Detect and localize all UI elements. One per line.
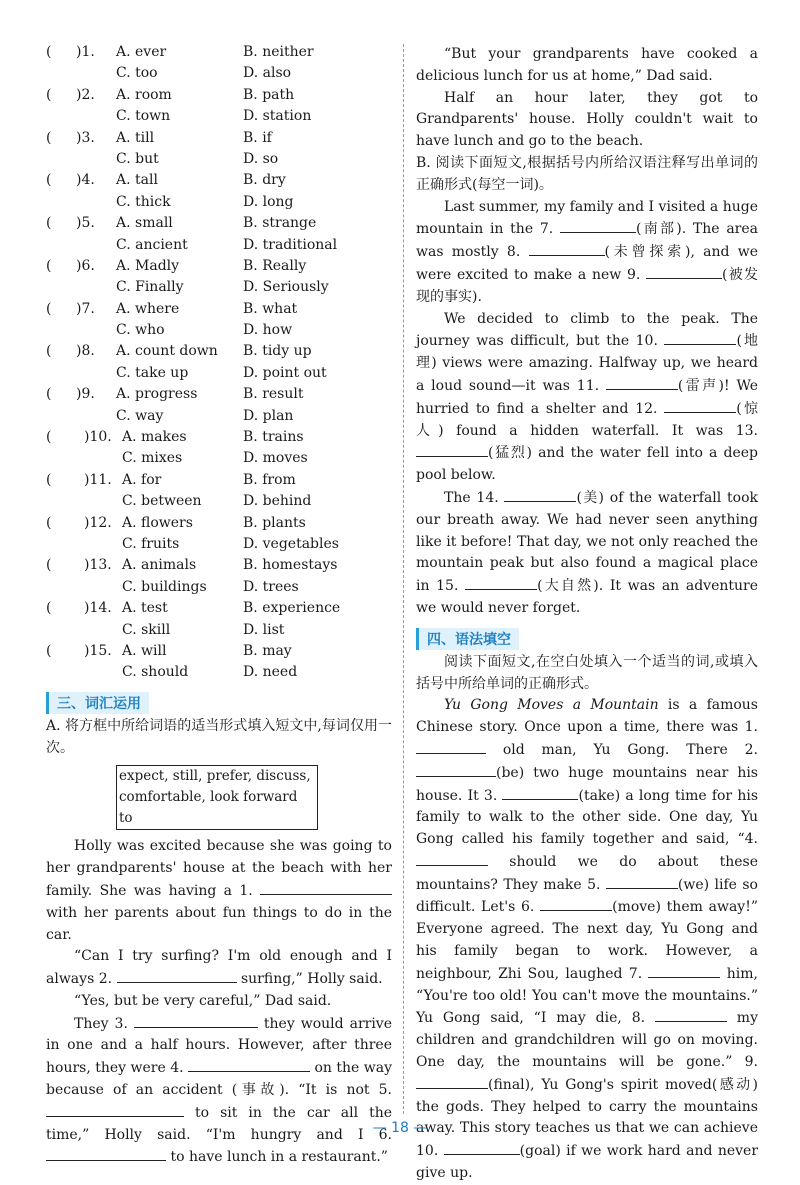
mcq-row — [46, 170, 392, 191]
instruction-grammar: 阅读下面短文,在空白处填入一个适当的词,或填入括号中所给单词的正确形式。 — [416, 653, 758, 692]
option-c: C. ancient — [116, 236, 188, 253]
grammar-blank-7[interactable] — [648, 963, 720, 978]
mcq-row — [46, 641, 392, 662]
option-c: C. skill — [122, 621, 171, 638]
blank-5[interactable] — [46, 1102, 184, 1117]
mcq-row — [46, 235, 392, 256]
passage-a-paragraph: Holly was excited because she was going to her grandparents' house at the beach with her family. She was having a 1. with her parents about fun things to do in the car. — [46, 838, 392, 943]
question-number: )15. — [84, 642, 112, 659]
option-d: D. vegetables — [243, 535, 339, 552]
mcq-row — [46, 534, 392, 555]
option-c: C. but — [116, 150, 159, 167]
mcq-row — [46, 577, 392, 598]
option-a: A. small — [116, 215, 173, 232]
passage-a-paragraph: “Can I try surfing? I'm old enough and I always 2. surfing,” Holly said. — [46, 948, 392, 988]
grammar-blank-5[interactable] — [606, 874, 678, 889]
blank-13[interactable] — [416, 442, 488, 457]
option-a: A. tall — [116, 172, 158, 189]
question-number: )7. — [76, 300, 95, 317]
instruction-b: B. 阅读下面短文,根据括号内所给汉语注释写出单词的正确形式(每空一词)。 — [416, 154, 758, 193]
mcq-row — [46, 128, 392, 149]
option-a: A. makes — [122, 429, 187, 446]
mcq-row — [46, 598, 392, 619]
section-3-title: 三、词汇运用 — [46, 692, 149, 714]
answer-paren[interactable]: ( — [46, 343, 52, 360]
mcq-row — [46, 662, 392, 683]
option-d: D. also — [243, 65, 292, 82]
mcq-row — [46, 192, 392, 213]
option-a: A. till — [116, 129, 155, 146]
word-box-line-1: expect, still, prefer, discuss, — [119, 768, 311, 785]
instruction-a: A. 将方框中所给词语的适当形式填入短文中,每词仅用一次。 — [46, 717, 392, 756]
answer-paren[interactable]: ( — [46, 514, 52, 531]
option-d: D. point out — [243, 364, 327, 381]
option-c: C. Finally — [116, 279, 184, 296]
blank-4[interactable] — [188, 1057, 310, 1072]
section-4-title: 四、语法填空 — [416, 628, 519, 650]
option-b: B. what — [243, 300, 298, 317]
question-number: )2. — [76, 86, 95, 103]
option-d: D. behind — [243, 493, 312, 510]
mcq-row — [46, 406, 392, 427]
blank-12[interactable] — [664, 398, 736, 413]
mcq-row — [46, 213, 392, 234]
option-c: C. way — [116, 407, 164, 424]
option-a: A. will — [122, 642, 167, 659]
right-column — [416, 44, 758, 1185]
mcq-row — [46, 149, 392, 170]
grammar-blank-1[interactable] — [416, 739, 486, 754]
question-number: )11. — [84, 471, 112, 488]
question-number: )8. — [76, 343, 95, 360]
answer-paren[interactable]: ( — [46, 215, 52, 232]
question-number: )6. — [76, 257, 95, 274]
grammar-blank-3[interactable] — [502, 785, 578, 800]
grammar-blank-9[interactable] — [416, 1074, 488, 1089]
left-column — [46, 42, 392, 1169]
mcq-row — [46, 491, 392, 512]
question-number: )13. — [84, 557, 112, 574]
option-d: D. long — [243, 193, 294, 210]
option-a: A. where — [116, 300, 180, 317]
option-d: D. so — [243, 150, 279, 167]
option-b: B. plants — [243, 514, 306, 531]
answer-paren[interactable]: ( — [46, 471, 52, 488]
blank-8[interactable] — [529, 241, 605, 256]
option-b: B. path — [243, 86, 295, 103]
question-number: )12. — [84, 514, 112, 531]
passage-a-paragraph: They 3. they would arrive in one and a half hours. However, after three hours, they were 4. on the way because of an accident (事故). “It is not 5. to sit in the car all the time,” Holly said. “I'm hungry and I 6. to have lunch in a restaurant.” — [46, 1013, 392, 1170]
mcq-row — [46, 299, 392, 320]
blank-9[interactable] — [646, 264, 722, 279]
option-d: D. need — [243, 664, 298, 681]
option-a: A. animals — [122, 557, 197, 574]
answer-paren[interactable]: ( — [46, 44, 52, 60]
option-c: C. mixes — [122, 450, 183, 467]
option-b: B. neither — [243, 44, 314, 60]
option-d: D. plan — [243, 407, 294, 424]
question-number: )4. — [76, 172, 95, 189]
mcq-row — [46, 363, 392, 384]
mcq-row — [46, 470, 392, 491]
option-c: C. who — [116, 322, 165, 339]
mcq-row — [46, 63, 392, 84]
question-number: )5. — [76, 215, 95, 232]
option-d: D. traditional — [243, 236, 338, 253]
passage-a-paragraph: “But your grandparents have cooked a delicious lunch for us at home,” Dad said. — [416, 46, 758, 84]
grammar-blank-8[interactable] — [655, 1007, 727, 1022]
option-b: B. homestays — [243, 557, 338, 574]
option-d: D. station — [243, 108, 312, 125]
mcq-row — [46, 341, 392, 362]
blank-7[interactable] — [560, 218, 636, 233]
option-b: B. Really — [243, 257, 307, 274]
mcq-row — [46, 320, 392, 341]
option-c: C. take up — [116, 364, 189, 381]
mcq-row — [46, 256, 392, 277]
option-b: B. experience — [243, 600, 341, 617]
mcq-row — [46, 42, 392, 63]
answer-paren[interactable]: ( — [46, 172, 52, 189]
passage-c-paragraph: Yu Gong Moves a Mountain is a famous Chinese story. Once upon a time, there was 1. old man, Yu Gong. There 2. (be) two huge mountains near his house. It 3. (take) a long time for his family to walk to the other side. One day, Yu Gong called his family together and said, “4. should we do about these mountains? They make 5. (we) life so difficult. Let's 6. (move) them away!” Everyone agreed. The next day, Yu Gong and his family began to work. However, a neighbour, Zhi Sou, laughed 7. him, “You're too old! You can't move the mountains.” Yu Gong said, “I may die, 8. my children and grandchildren will go on moving. One day, the mountains will be gone.” 9. (final), Yu Gong's spirit moved(感动) the gods. They helped to carry the mountains away. This story teaches us that we can achieve 10. (goal) if we work hard and never give up. — [416, 697, 759, 1182]
blank-6[interactable] — [46, 1146, 166, 1161]
answer-paren[interactable]: ( — [46, 386, 52, 403]
passage-b-paragraph: Last summer, my family and I visited a huge mountain in the 7. (南部). The area was mostly 8. (未曾探索), and we were excited to make a new 9. (被发现的事实). — [416, 198, 758, 305]
option-c: C. should — [122, 664, 189, 681]
option-d: D. moves — [243, 450, 308, 467]
question-number: )3. — [76, 129, 95, 146]
option-a: A. progress — [116, 386, 198, 403]
grammar-blank-10[interactable] — [444, 1140, 520, 1155]
answer-paren[interactable]: ( — [46, 86, 52, 103]
passage-b-paragraph: The 14. (美) of the waterfall took our breath away. We had never seen anything like it before! That day, we not only reached the mountain peak but also found a magical place in 15. (大自然). It was an adventure we would never forget. — [416, 487, 758, 620]
option-a: A. count down — [116, 343, 218, 360]
option-a: A. for — [122, 471, 162, 488]
option-b: B. result — [243, 386, 304, 403]
answer-paren[interactable]: ( — [46, 257, 52, 274]
mcq-row — [46, 384, 392, 405]
mcq-row — [46, 85, 392, 106]
grammar-blank-6[interactable] — [540, 896, 612, 911]
option-d: D. Seriously — [243, 279, 329, 296]
mcq-row — [46, 427, 392, 448]
option-b: B. may — [243, 642, 292, 659]
option-c: C. thick — [116, 193, 171, 210]
word-box — [116, 765, 318, 830]
answer-paren[interactable]: ( — [46, 129, 52, 146]
option-b: B. trains — [243, 429, 304, 446]
grammar-blank-2[interactable] — [416, 762, 496, 777]
question-number: )9. — [76, 386, 95, 403]
blank-2[interactable] — [117, 968, 237, 983]
option-b: B. strange — [243, 215, 317, 232]
answer-paren[interactable]: ( — [46, 600, 52, 617]
question-number: )10. — [84, 429, 112, 446]
option-a: A. test — [122, 600, 168, 617]
option-a: A. room — [116, 86, 172, 103]
mcq-row — [46, 277, 392, 298]
option-d: D. how — [243, 322, 293, 339]
option-a: A. ever — [116, 44, 167, 60]
blank-15[interactable] — [465, 575, 537, 590]
option-d: D. trees — [243, 578, 299, 595]
column-divider — [403, 44, 404, 1114]
answer-paren[interactable]: ( — [46, 642, 52, 659]
option-c: C. fruits — [122, 535, 180, 552]
passage-a-paragraph: Half an hour later, they got to Grandparents' house. Holly couldn't wait to have lunch and go to the beach. — [416, 89, 758, 150]
mcq-row — [46, 620, 392, 641]
multiple-choice-list — [46, 42, 392, 684]
passage-a-paragraph: “Yes, but be very careful,” Dad said. — [74, 992, 332, 1009]
blank-14[interactable] — [504, 487, 576, 502]
answer-paren[interactable]: ( — [46, 300, 52, 317]
passage-b-paragraph: We decided to climb to the peak. The journey was difficult, but the 10. (地理) views were amazing. Halfway up, we heard a loud sound—it was 11. (雷声)! We hurried to find a shelter and 12. (惊人) found a hidden waterfall. It was 13. (猛烈) and the water fell into a deep pool below. — [416, 310, 758, 484]
grammar-blank-4[interactable] — [416, 851, 488, 866]
mcq-row — [46, 555, 392, 576]
option-a: A. flowers — [122, 514, 193, 531]
option-c: C. between — [122, 493, 202, 510]
blank-3[interactable] — [134, 1013, 258, 1028]
answer-paren[interactable]: ( — [46, 429, 52, 446]
blank-10[interactable] — [664, 330, 736, 345]
answer-paren[interactable]: ( — [46, 557, 52, 574]
option-b: B. tidy up — [243, 343, 312, 360]
mcq-row — [46, 106, 392, 127]
blank-1[interactable] — [260, 880, 392, 895]
option-c: C. town — [116, 108, 171, 125]
option-a: A. Madly — [116, 257, 180, 274]
blank-11[interactable] — [606, 375, 678, 390]
page-number: — 18 — — [372, 1120, 428, 1136]
mcq-row — [46, 513, 392, 534]
option-b: B. from — [243, 471, 296, 488]
question-number: )14. — [84, 600, 112, 617]
question-number: )1. — [76, 44, 95, 60]
option-c: C. buildings — [122, 578, 207, 595]
option-b: B. dry — [243, 172, 286, 189]
option-d: D. list — [243, 621, 285, 638]
story-title: Yu Gong Moves a Mountain — [444, 697, 659, 714]
option-c: C. too — [116, 65, 158, 82]
option-b: B. if — [243, 129, 272, 146]
mcq-row — [46, 448, 392, 469]
word-box-line-2: comfortable, look forward to — [119, 789, 298, 827]
